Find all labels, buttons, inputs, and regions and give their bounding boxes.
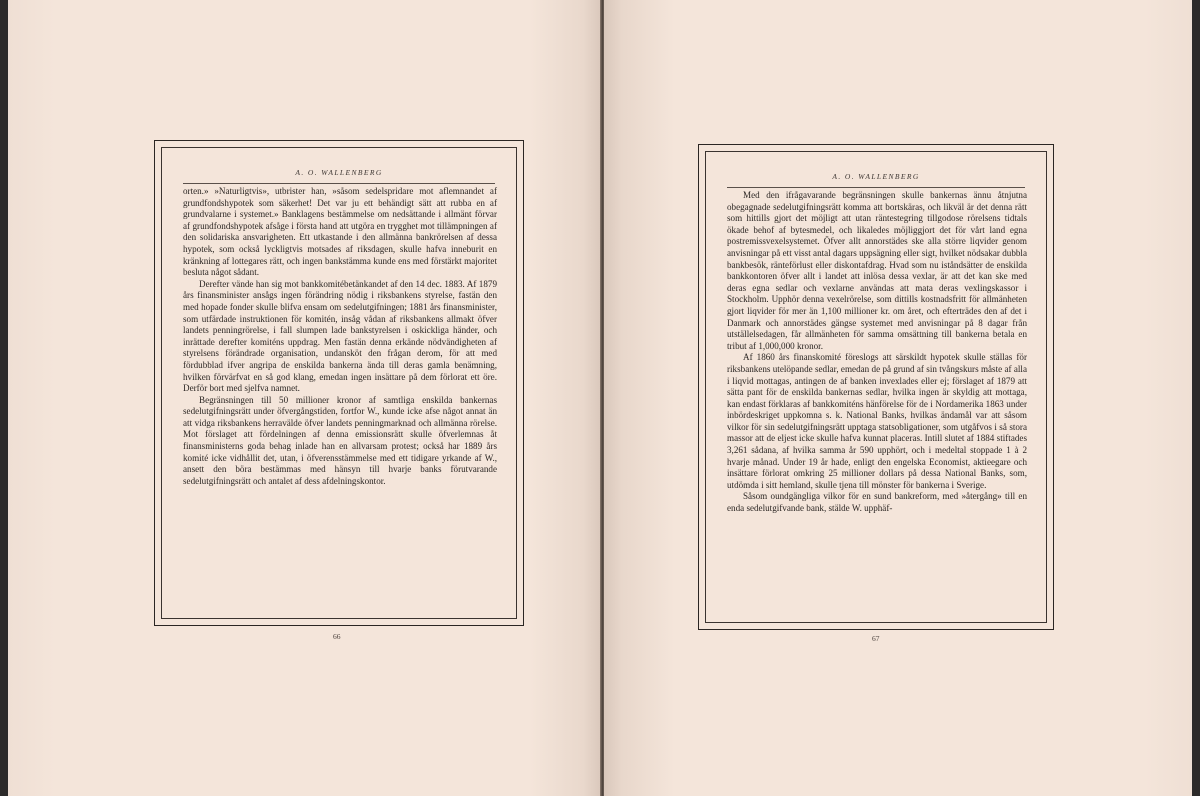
text-frame-left — [154, 140, 524, 626]
body-text-left — [183, 186, 497, 487]
paragraph: Begränsningen till 50 millioner kronor af samtliga enskilda bankernas sedelutgifningsrätt under öfvergångstiden, fortfor W., kunde icke afse något annat än att vidga riksbankens herravälde öfver landets penningmarknad och allmänna rörelse. Mot förslaget att fördelningen af denna emissionsrätt skulle öfverlemnas åt finansministerns goda behag inlade han en allvarsam protest; också har 1889 års komité icke vidhållit det, utan, i öfverensstämmelse med ett tidigare yrkande af W., ansett den böra bestämmas med hänsyn till hvarje banks förutvarande sedelutgifningsrätt och antalet af dess afdelningskontor. — [183, 394, 497, 486]
paragraph: Såsom oundgängliga vilkor för en sund bankreform, med »återgång» till en enda sedelutgifvande bank, stälde W. upphäf- — [727, 491, 1027, 514]
page-number-left: 66 — [333, 632, 341, 641]
running-head-right: A. O. WALLENBERG — [832, 172, 920, 181]
head-rule-left — [183, 183, 495, 184]
left-page — [8, 0, 601, 796]
text-frame-right — [698, 144, 1054, 630]
running-head-left: A. O. WALLENBERG — [295, 168, 383, 177]
paragraph: orten.» »Naturligtvis», utbrister han, »såsom sedelspridare mot aflemnandet af grundfondshypotek som säkerhet! Det var ju ett behändigt sätt att rubba en af grundvalarne i systemet.» Banklagens bestämmelse om nedsättande i allmänt förvar af grundfondshypotek afsåge i första hand att utgöra en trygghet mot tillämpningen af den solidariska ansvarigheten. Ett utkastande i den allmänna bankrörelsen af dessa hypotek, som också lyckligtvis motsades af riksdagen, skulle hafva inneburit en kränkning af lottegares rätt, och ingen bankstämma kunde ens med förstärkt majoritet besluta något sådant. — [183, 186, 497, 278]
paragraph: Derefter vände han sig mot bankkomitébetänkandet af den 14 dec. 1883. Af 1879 års finansminister ansågs ingen förändring nödig i riksbankens styrelse, fastän den med hopade fonder skulle blifva ensam om sedelutgifningen; 1881 års finansminister, som utfärdade instruktionen för komitén, insåg vådan af riksbankens allmakt öfver landets penningrörelse, i fall slumpen lade bankstyrelsen i oskickliga händer, och inrättade derefter komiténs uppdrag. Men fastän denna erkände nödvändigheten af styrelsens förändrade organisation, undansköt den frågan derom, för att med fördubblad ifver angripa de enskilda bankerna ända till deras gamla benämning, hvilken förvärfvat en så god klang, emedan ingen insättare på dem förlorat ett öre. Derför bort med sjelfva namnet. — [183, 278, 497, 394]
head-rule-right — [727, 187, 1025, 188]
page-number-right: 67 — [872, 634, 880, 643]
right-page — [604, 0, 1192, 796]
body-text-right — [727, 190, 1027, 515]
paragraph: Med den ifrågavarande begränsningen skulle bankernas ännu åtnjutna obegagnade sedelutgifningsrätt komma att bortskäras, och likväl är det denna rätt som hittills gjort det möjligt att utan räntestegring tillgodose rörelsens tidtals ökade behof af bytesmedel, och likaledes möjliggjort det för vårt land egna postremissvexelsystemet. Öfver allt annorstädes ske alla större liqvider genom anvisningar på ett visst antal dagars uppsägning eller sigt, hvilket nödsakar dubbla bankbesök, ränteförlust eller diskontafdrag. Hvad som nu iståndsätter de enskilda bankkontoren öfver allt i landet att inlösa dessa vexlar, är att det kan ske med deras egna sedlar och vexlarne användas att mata deras vexlingskassor i Stockholm. Upphör denna vexelrörelse, som dittills kostnadsfritt för allmänheten gjort liqvider för mer än 1,100 millioner kr. om året, och efterträdes den af det i Danmark och annorstädes gängse systemet med anvisningar på 8 dagar från utställelsedagen, får allmänheten för samma omsättning till bankerna betala en tribut af 1,000,000 kronor. — [727, 190, 1027, 351]
paragraph: Af 1860 års finanskomité föreslogs att särskildt hypotek skulle ställas för riksbankens utelöpande sedlar, emedan de på grund af sin tvångskurs måste af alla i liqvid mottagas, antingen de af banken invexlades eller ej; förslaget af 1879 att sätta pant för de enskilda bankernas sedlar, hvilka ingen är skyldig att mottaga, kan endast förklaras af bankkomiténs hänförelse för de i Nordamerika 1863 under inbördeskriget uppkomna s. k. National Banks, hvilkas ändamål var att såsom vilkor för sin sedelutgifningsrätt upptaga statsobligationer, som utgåfvos i så stora massor att de eljest icke skulle hafva kunnat placeras. Intill slutet af 1884 stiftades 3,261 sådana, af hvilka samma år 590 upphört, och i medeltal stoppade 1 à 2 hvarje månad. Under 19 år hade, enligt den engelska Economist, aktieegare och insättare förlorat omkring 25 millioner dollars på dessa National Banks, som, utdömda i sitt hemland, skulle tjena till mönster för bankerna i Sverige. — [727, 352, 1027, 490]
